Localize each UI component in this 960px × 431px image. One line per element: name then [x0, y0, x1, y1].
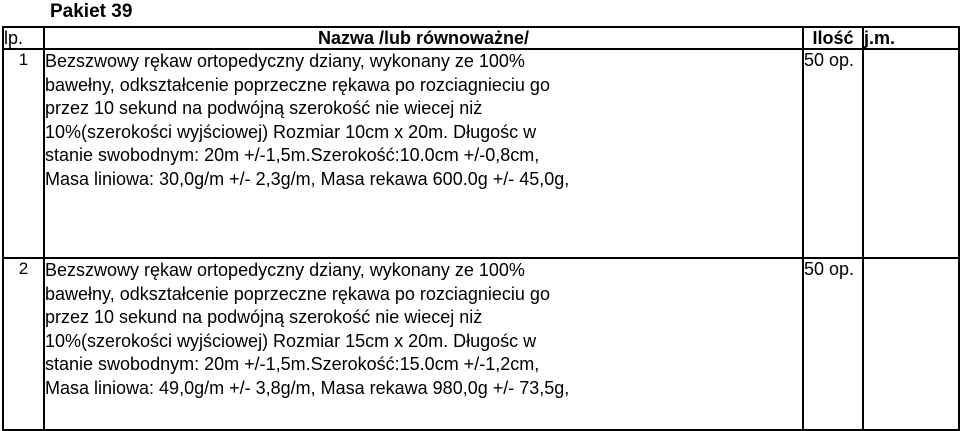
header-name: Nazwa /lub równoważne/ — [44, 27, 803, 49]
header-lp: lp. — [3, 27, 44, 49]
description-line: przez 10 sekund na podwójną szerokość nie wiecej niż — [45, 307, 483, 327]
table-row — [3, 258, 959, 430]
table-row — [3, 49, 959, 258]
description-line: 10%(szerokości wyjściowej) Rozmiar 15cm x 20m. Długośc w — [45, 330, 537, 351]
header-quantity: Ilość — [803, 27, 863, 49]
table-header-row — [3, 27, 959, 49]
description-line: bawełny, odkształcenie poprzeczne rękawa po rozciagnieciu go — [45, 74, 550, 95]
description-line: Masa liniowa: 49,0g/m +/- 3,8g/m, Masa rekawa 980,0g +/- 73,5g, — [45, 377, 570, 398]
row-number: 1 — [3, 49, 44, 258]
description-line: stanie swobodnym: 20m +/-1,5m.Szerokość:10.0cm +/-0,8cm, — [45, 145, 540, 165]
row-quantity: 50 op. — [803, 258, 863, 430]
row-description — [44, 49, 803, 258]
row-description — [44, 258, 803, 430]
row-unit — [863, 258, 959, 430]
description-line: Bezszwowy rękaw ortopedyczny dziany, wykonany ze 100% — [45, 260, 525, 280]
row-quantity: 50 op. — [803, 49, 863, 258]
description-line: bawełny, odkształcenie poprzeczne rękawa po rozciagnieciu go — [45, 283, 550, 304]
row-unit — [863, 49, 959, 258]
items-table — [2, 26, 960, 431]
package-title: Pakiet 39 — [50, 1, 133, 22]
header-unit: j.m. — [863, 27, 959, 49]
description-line: Bezszwowy rękaw ortopedyczny dziany, wykonany ze 100% — [45, 51, 525, 71]
row-number: 2 — [3, 258, 44, 430]
description-line: przez 10 sekund na podwójną szerokość nie wiecej niż — [45, 98, 483, 118]
description-line: 10%(szerokości wyjściowej) Rozmiar 10cm x 20m. Długośc w — [45, 121, 537, 142]
description-line: stanie swobodnym: 20m +/-1,5m.Szerokość:15.0cm +/-1,2cm, — [45, 354, 540, 374]
description-line: Masa liniowa: 30,0g/m +/- 2,3g/m, Masa rekawa 600.0g +/- 45,0g, — [45, 168, 570, 189]
